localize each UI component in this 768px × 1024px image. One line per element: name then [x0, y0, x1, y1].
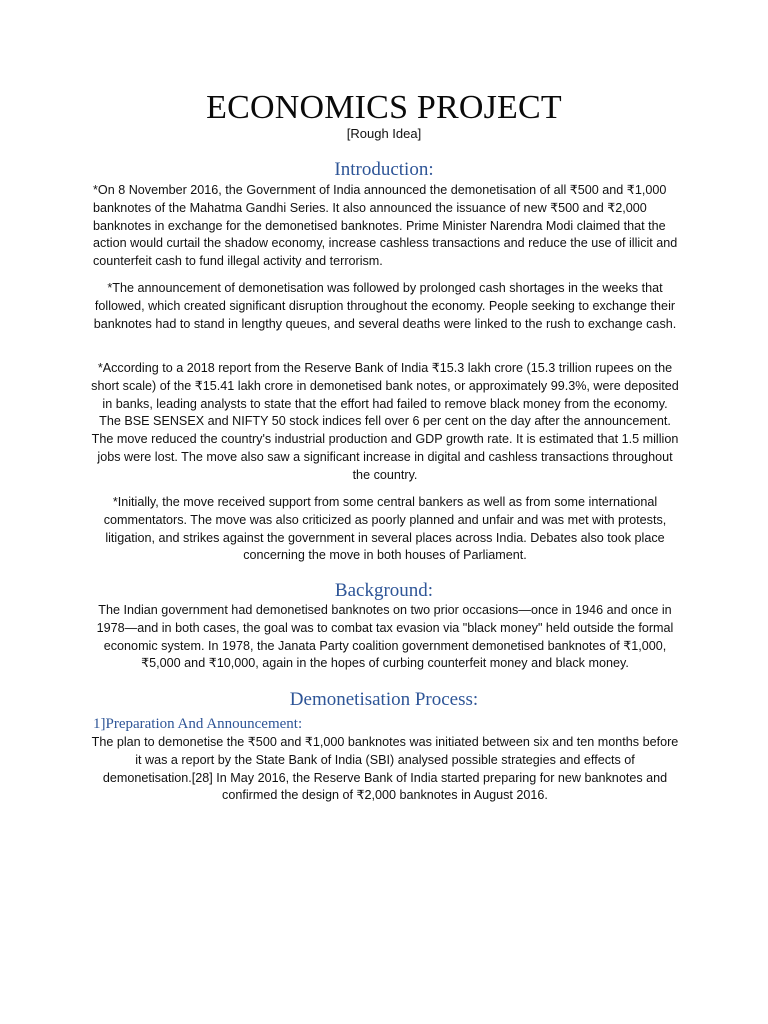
intro-paragraph-3: *According to a 2018 report from the Reserve Bank of India ₹15.3 lakh crore (15.3 trillion rupees on the short scale) of the ₹15.41 lakh crore in demonetised bank notes, or approximately 99.3%, were deposited in banks, leading analysts to state that the effort had failed to remove black money from the economy. The BSE SENSEX and NIFTY 50 stock indices fell over 6 per cent on the day after the announcement. The move reduced the country's industrial production and GDP growth rate. It is estimated that 1.5 million jobs were lost. The move also saw a significant increase in digital and cashless transactions throughout the country. — [91, 361, 679, 482]
document-title: ECONOMICS PROJECT — [206, 89, 562, 126]
document-subtitle: [Rough Idea] — [346, 126, 422, 141]
subheading-preparation-announcement: 1]Preparation And Announcement: — [93, 716, 303, 732]
section-heading-demonetisation-process: Demonetisation Process: — [289, 689, 479, 710]
section-heading-background: Background: — [334, 580, 434, 601]
process-paragraph: The plan to demonetise the ₹500 and ₹1,000 banknotes was initiated between six and ten months before it was a report by the State Bank of India (SBI) analysed possible strategies and effects of demonetisation.[28] In May 2016, the Reserve Bank of India started preparing for new banknotes and confirmed the design of ₹2,000 banknotes in August 2016. — [91, 735, 679, 803]
intro-paragraph-4: *Initially, the move received support from some central bankers as well as from some international commentators. The move was also criticized as poorly planned and unfair and was met with protests, litigation, and strikes against the government in several places across India. Debates also took place concerning the move in both houses of Parliament. — [103, 495, 667, 563]
background-paragraph: The Indian government had demonetised banknotes on two prior occasions—once in 1946 and once in 1978—and in both cases, the goal was to combat tax evasion via "black money" held outside the formal economic system. In 1978, the Janata Party coalition government demonetised banknotes of ₹1,000, ₹5,000 and ₹10,000, again in the hopes of curbing counterfeit money and black money. — [96, 603, 674, 671]
section-heading-introduction: Introduction: — [334, 159, 434, 180]
intro-paragraph-1: *On 8 November 2016, the Government of India announced the demonetisation of all ₹500 and ₹1,000 banknotes of the Mahatma Gandhi Series. It also announced the issuance of new ₹500 and ₹2,000 banknotes in exchange for the demonetised banknotes. Prime Minister Narendra Modi claimed that the action would curtail the shadow economy, increase cashless transactions and reduce the use of illicit and counterfeit cash to fund illegal activity and terrorism. — [93, 183, 678, 269]
intro-paragraph-2: *The announcement of demonetisation was followed by prolonged cash shortages in the weeks that followed, which created significant disruption throughout the economy. People seeking to exchange their banknotes had to stand in lengthy queues, and several deaths were linked to the rush to exchange cash. — [93, 281, 677, 331]
